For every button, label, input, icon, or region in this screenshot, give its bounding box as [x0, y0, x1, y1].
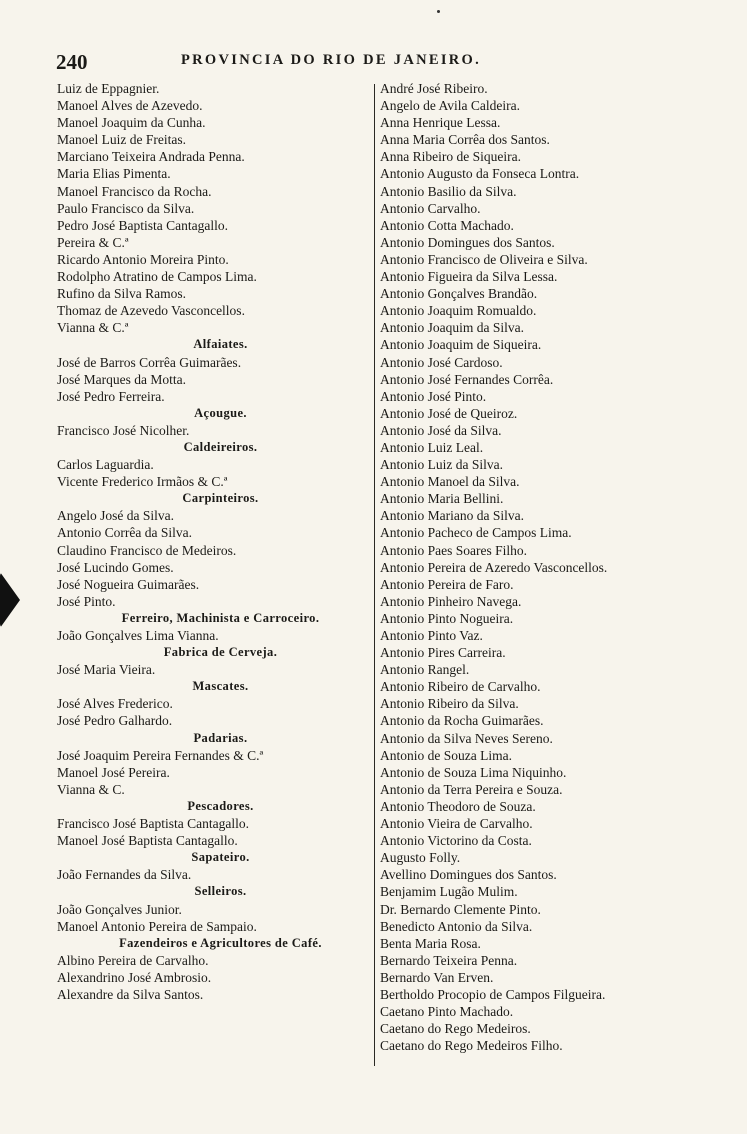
- name-entry: Antonio José Fernandes Corrêa.: [380, 371, 554, 387]
- name-entry: José de Barros Corrêa Guimarães.: [57, 354, 242, 370]
- name-entry: Antonio Pereira de Faro.: [380, 576, 514, 592]
- name-entry: Antonio José Cardoso.: [380, 354, 503, 370]
- name-entry: Antonio Corrêa da Silva.: [57, 525, 192, 541]
- name-entry: Maria Elias Pimenta.: [57, 166, 171, 182]
- name-entry: José Nogueira Guimarães.: [57, 576, 200, 592]
- name-entry: Antonio Joaquim da Silva.: [380, 320, 524, 336]
- name-entry: Antonio da Silva Neves Sereno.: [380, 730, 553, 746]
- name-entry: Thomaz de Azevedo Vasconcellos.: [57, 303, 245, 319]
- right-column: [380, 80, 728, 1054]
- name-entry: Antonio Pereira de Azeredo Vasconcellos.: [380, 559, 608, 575]
- name-entry: Antonio Theodoro de Souza.: [380, 798, 536, 814]
- section-heading: Padarias.: [193, 730, 248, 745]
- name-entry: Antonio Luiz Leal.: [380, 439, 484, 455]
- name-entry: Manoel Luiz de Freitas.: [57, 132, 186, 148]
- section-heading: Alfaiates.: [193, 337, 248, 352]
- name-entry: Antonio da Rocha Guimarães.: [380, 713, 544, 729]
- name-entry: Anna Maria Corrêa dos Santos.: [380, 132, 550, 148]
- name-entry: João Gonçalves Lima Vianna.: [57, 628, 219, 643]
- name-entry: José Pinto.: [57, 593, 116, 609]
- name-entry: Antonio José Pinto.: [380, 388, 487, 404]
- name-entry: Bertholdo Procopio de Campos Filgueira.: [380, 986, 606, 1002]
- name-entry: Antonio Pires Carreira.: [380, 645, 506, 661]
- name-entry: João Fernandes da Silva.: [57, 867, 192, 883]
- name-entry: Pereira & C.ª: [57, 234, 129, 250]
- name-entry: Vianna & C.: [57, 781, 125, 797]
- name-entry: Antonio Ribeiro de Carvalho.: [380, 679, 541, 695]
- name-entry: José Lucindo Gomes.: [57, 559, 174, 575]
- name-entry: Antonio Paes Soares Filho.: [380, 542, 527, 558]
- name-entry: José Pedro Galhardo.: [57, 713, 173, 729]
- name-entry: Paulo Francisco da Silva.: [57, 200, 195, 216]
- name-entry: Antonio Manoel da Silva.: [380, 474, 520, 490]
- name-entry: Bernardo Teixeira Penna.: [380, 952, 518, 968]
- name-entry: Pedro José Baptista Cantagallo.: [57, 217, 228, 233]
- page-number: 240: [56, 50, 88, 74]
- name-entry: Antonio Maria Bellini.: [380, 491, 504, 507]
- name-entry: Antonio de Souza Lima Niquinho.: [380, 764, 567, 780]
- page-header: [56, 50, 576, 74]
- name-entry: Alexandrino José Ambrosio.: [57, 969, 212, 985]
- name-entry: Dr. Bernardo Clemente Pinto.: [380, 901, 541, 917]
- section-heading: Pescadores.: [187, 798, 254, 813]
- name-entry: Antonio Pinheiro Navega.: [380, 593, 522, 609]
- name-entry: José Marques da Motta.: [57, 371, 186, 387]
- name-entry: Antonio Joaquim de Siqueira.: [380, 337, 542, 353]
- name-entry: Manoel Antonio Pereira de Sampaio.: [57, 918, 257, 934]
- name-entry: Antonio da Terra Pereira e Souza.: [380, 781, 563, 797]
- name-entry: João Gonçalves Junior.: [57, 901, 182, 917]
- name-entry: Anna Henrique Lessa.: [380, 115, 501, 131]
- name-entry: Antonio Carvalho.: [380, 200, 481, 216]
- running-title: PROVINCIA DO RIO DE JANEIRO.: [181, 52, 482, 68]
- name-entry: Manoel Francisco da Rocha.: [57, 183, 212, 199]
- name-entry: Antonio Victorino da Costa.: [380, 833, 532, 849]
- name-entry: Antonio José da Silva.: [380, 422, 502, 438]
- name-entry: Antonio Pacheco de Campos Lima.: [380, 525, 572, 541]
- name-entry: José Joaquim Pereira Fernandes & C.ª: [57, 747, 264, 763]
- name-entry: Marciano Teixeira Andrada Penna.: [57, 149, 245, 165]
- name-entry: Luiz de Eppagnier.: [57, 81, 160, 96]
- name-entry: Antonio Rangel.: [380, 662, 470, 678]
- name-entry: Benjamim Lugão Mulim.: [380, 884, 518, 900]
- name-entry: Caetano do Rego Medeiros.: [380, 1021, 531, 1037]
- name-entry: Antonio Augusto da Fonseca Lontra.: [380, 166, 580, 182]
- name-entry: Caetano do Rego Medeiros Filho.: [380, 1038, 563, 1054]
- name-entry: Antonio Pinto Nogueira.: [380, 610, 514, 626]
- name-entry: Antonio Joaquim Romualdo.: [380, 303, 537, 319]
- name-entry: Antonio Pinto Vaz.: [380, 628, 483, 643]
- name-entry: Antonio José de Queiroz.: [380, 405, 518, 421]
- section-heading: Fazendeiros e Agricultores de Café.: [119, 935, 322, 950]
- name-entry: Manoel José Baptista Cantagallo.: [57, 833, 238, 849]
- name-entry: Benedicto Antonio da Silva.: [380, 918, 533, 934]
- section-heading: Sapateiro.: [191, 850, 250, 865]
- section-heading: Açougue.: [194, 405, 247, 420]
- name-entry: Caetano Pinto Machado.: [380, 1004, 514, 1020]
- name-entry: Vicente Frederico Irmãos & C.ª: [57, 474, 228, 490]
- name-entry: José Alves Frederico.: [57, 696, 173, 712]
- ink-speck: [437, 10, 440, 13]
- section-heading: Caldeireiros.: [183, 439, 258, 454]
- section-heading: Fabrica de Cerveja.: [163, 645, 278, 660]
- name-entry: Angelo de Avila Caldeira.: [380, 98, 520, 114]
- name-entry: Augusto Folly.: [380, 850, 461, 866]
- name-entry: Benta Maria Rosa.: [380, 935, 481, 951]
- name-entry: Antonio Figueira da Silva Lessa.: [380, 269, 558, 285]
- column-divider: [374, 84, 375, 1066]
- name-entry: José Maria Vieira.: [57, 662, 156, 678]
- name-entry: Antonio Gonçalves Brandão.: [380, 286, 538, 302]
- name-entry: Antonio Ribeiro da Silva.: [380, 696, 519, 712]
- name-entry: Angelo José da Silva.: [57, 508, 174, 524]
- name-entry: Albino Pereira de Carvalho.: [57, 952, 209, 968]
- name-entry: Avellino Domingues dos Santos.: [380, 867, 557, 883]
- section-heading: Mascates.: [192, 679, 249, 694]
- ink-blot: [0, 572, 20, 628]
- section-heading: Carpinteiros.: [182, 491, 259, 506]
- name-entry: Antonio Basilio da Silva.: [380, 183, 517, 199]
- name-entry: Rufino da Silva Ramos.: [57, 286, 186, 302]
- name-entry: Antonio Vieira de Carvalho.: [380, 816, 533, 832]
- name-entry: Antonio Domingues dos Santos.: [380, 234, 555, 250]
- name-entry: Vianna & C.ª: [57, 320, 129, 336]
- name-entry: José Pedro Ferreira.: [57, 388, 165, 404]
- name-entry: Manoel Joaquim da Cunha.: [57, 115, 206, 131]
- name-entry: Ricardo Antonio Moreira Pinto.: [57, 251, 229, 267]
- name-entry: Carlos Laguardia.: [57, 457, 154, 473]
- name-entry: Francisco José Nicolher.: [57, 422, 190, 438]
- name-entry: Antonio de Souza Lima.: [380, 747, 512, 763]
- section-heading: Ferreiro, Machinista e Carroceiro.: [121, 610, 320, 625]
- name-entry: Manoel José Pereira.: [57, 764, 170, 780]
- name-entry: André José Ribeiro.: [380, 81, 488, 96]
- name-entry: Anna Ribeiro de Siqueira.: [380, 149, 521, 165]
- name-entry: Bernardo Van Erven.: [380, 969, 494, 985]
- section-heading: Selleiros.: [194, 884, 247, 899]
- name-entry: Manoel Alves de Azevedo.: [57, 98, 203, 114]
- name-entry: Francisco José Baptista Cantagallo.: [57, 816, 249, 832]
- name-entry: Antonio Mariano da Silva.: [380, 508, 524, 524]
- name-entry: Antonio Luiz da Silva.: [380, 457, 503, 473]
- name-entry: Claudino Francisco de Medeiros.: [57, 542, 237, 558]
- name-entry: Antonio Francisco de Oliveira e Silva.: [380, 251, 588, 267]
- left-column: [57, 80, 362, 1003]
- name-entry: Antonio Cotta Machado.: [380, 217, 514, 233]
- name-entry: Alexandre da Silva Santos.: [57, 986, 204, 1002]
- name-entry: Rodolpho Atratino de Campos Lima.: [57, 269, 257, 285]
